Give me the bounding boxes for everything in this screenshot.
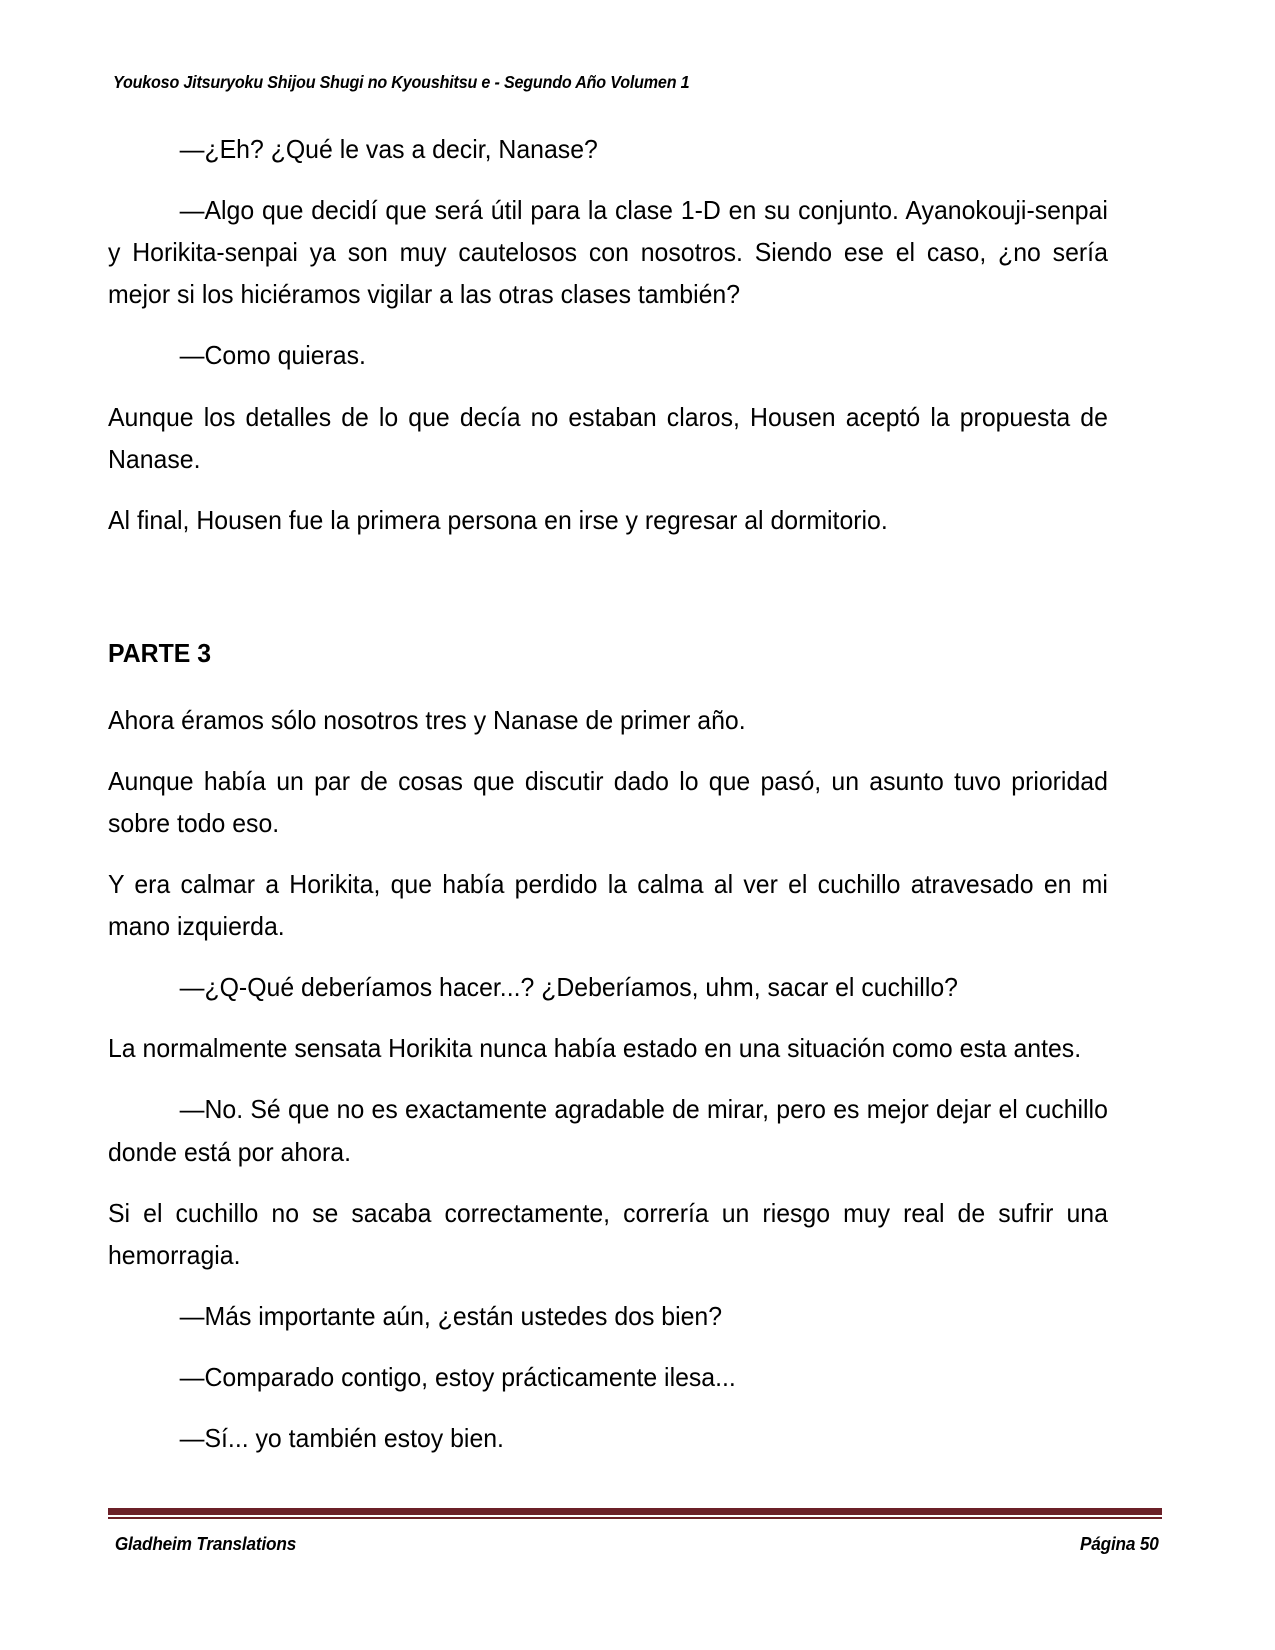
body-text-column [108,128,1108,1459]
paragraph: La normalmente sensata Horikita nunca había estado en una situación como esta antes. [108,1033,1082,1064]
paragraph: —Como quieras. [179,340,366,371]
paragraph: —No. Sé que no es exactamente agradable de mirar, pero es mejor dejar el cuchillo donde está por ahora. [108,1094,1108,1167]
paragraph: Al final, Housen fue la primera persona en irse y regresar al dormitorio. [108,504,888,535]
part-heading: PARTE 3 [108,637,212,668]
footer-page-number: Página 50 [1080,1533,1160,1554]
paragraph: Aunque los detalles de lo que decía no estaban claros, Housen aceptó la propuesta de Nanase. [108,401,1108,474]
paragraph: Y era calmar a Horikita, que había perdido la calma al ver el cuchillo atravesado en mi mano izquierda. [108,869,1108,942]
running-header-title: Youkoso Jitsuryoku Shijou Shugi no Kyoushitsu e - Segundo Año Volumen 1 [113,72,690,92]
paragraph: —¿Eh? ¿Qué le vas a decir, Nanase? [179,134,598,164]
paragraph: —Sí... yo también estoy bien. [179,1423,504,1454]
paragraph: Ahora éramos sólo nosotros tres y Nanase de primer año. [108,704,746,735]
footer-divider [108,1508,1162,1519]
footer-rule-thick [108,1508,1162,1515]
paragraph: —Más importante aún, ¿están ustedes dos bien? [179,1300,723,1331]
paragraph: —¿Q-Qué deberíamos hacer...? ¿Deberíamos, uhm, sacar el cuchillo? [179,972,958,1003]
paragraph: Si el cuchillo no se sacaba correctamente, correría un riesgo muy real de sufrir una hemorragia. [108,1197,1108,1270]
paragraph: Aunque había un par de cosas que discutir dado lo que pasó, un asunto tuvo prioridad sobre todo eso. [108,765,1108,838]
footer-rule-thin [108,1517,1162,1519]
page-footer [108,1533,1162,1555]
footer-credit: Gladheim Translations [114,1533,297,1554]
paragraph: —Comparado contigo, estoy prácticamente ilesa... [179,1361,736,1392]
paragraph: —Algo que decidí que será útil para la clase 1-D en su conjunto. Ayanokouji-senpai y Horikita-senpai ya son muy cautelosos con nosotros. Siendo ese el caso, ¿no sería mejor si los hiciéramos vigilar a las otras clases también? [108,195,1108,310]
